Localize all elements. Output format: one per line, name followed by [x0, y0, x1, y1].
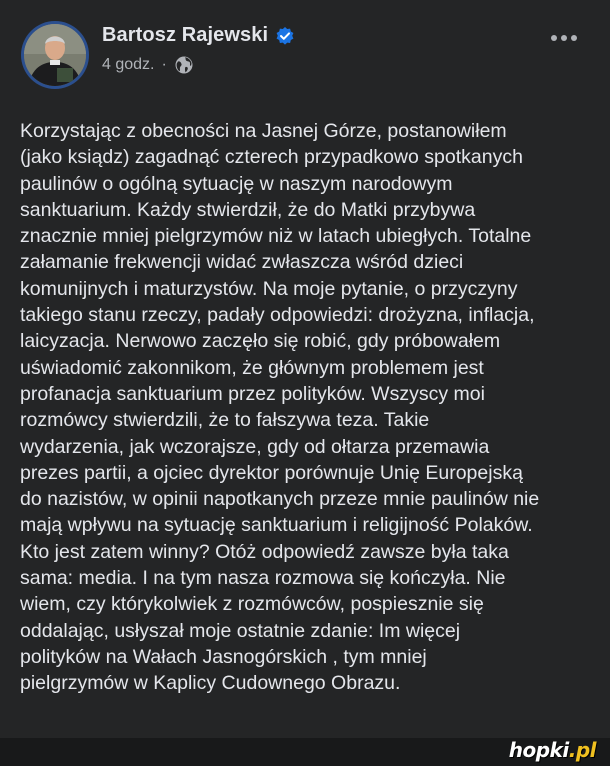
post-body-text: Korzystając z obecności na Jasnej Górze, postanowiłem (jako ksiądz) zagadnąć czterech przypadkowo spotkanych paulinów o ogólną sytuację w naszym narodowym sanktuarium. Każdy stwierdził, że do Matki przybywa znacznie mniej pielgrzymów niż w latach ubiegłych. Totalne załamanie frekwencji widać zwłaszcza wśród dzieci komunijnych i maturzystów. Na moje pytanie, o przyczyny takiego stanu rzeczy, padały odpowiedzi: drożyzna, inflacja, laicyzacja. Nerwowo zaczęło się robić, gdy próbowałem uświadomić zakonnikom, że głównym problemem jest profanacja sanktuarium przez polityków. Wszyscy moi rozmówcy stwierdzili, że to fałszywa teza. Takie wydarzenia, jak wczorajsze, gdy od ołtarza przemawia prezes partii, a ojciec dyrektor porównuje Unię Europejską do nazistów, w opinii napotkanych przeze mnie paulinów nie mają wpływu na sytuację sanktuarium i religijność Polaków. Kto jest zatem winny? Otóż odpowiedź zawsze była taka sama: media. I na tym nasza rozmowa się kończyła. Nie wiem, czy którykolwiek z rozmówców, pospiesznie się oddalając, usłyszał moje ostatnie zdanie: Im więcej polityków na Wałach Jasnogórskich , tym mniej pielgrzymów w Kaplicy Cudownego Obrazu. — [20, 120, 540, 695]
author-name[interactable]: Bartosz Rajewski — [102, 24, 269, 46]
avatar[interactable] — [21, 21, 89, 89]
watermark-text — [509, 738, 596, 762]
more-options-button[interactable] — [546, 26, 582, 50]
verified-badge-icon — [275, 26, 295, 46]
more-options-icon-dot — [571, 35, 577, 41]
meta-separator: · — [161, 56, 167, 73]
avatar-photo — [24, 24, 86, 86]
post-timestamp[interactable]: 4 godz. — [102, 56, 155, 73]
more-options-icon — [551, 35, 557, 41]
more-options-icon-dot — [561, 35, 567, 41]
author-row — [102, 24, 295, 47]
watermark-suffix: .pl — [568, 738, 596, 762]
globe-icon[interactable] — [174, 55, 194, 75]
post-meta — [102, 55, 194, 75]
watermark-logo — [509, 738, 596, 762]
watermark-main: hopki — [508, 738, 569, 762]
